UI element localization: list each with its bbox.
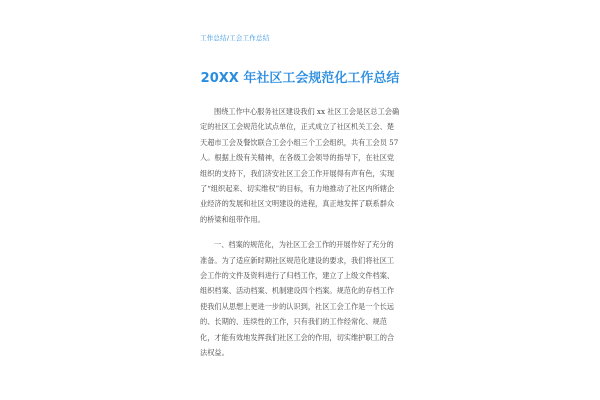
document-title: 20XX 年社区工会规范化工作总结 — [200, 71, 400, 86]
body-paragraph: 一、档案的规范化，为社区工会工作的开展作好了充分的准备。为了适应新时期社区规范化建设的要求，我们将社区工会工作的文件及资料进行了归档工作，建立了上级文件档案、组织档案、活动档案、机制建设四个档案。规范化的存档工作使我们从思想上更进一步的认识到，社区工会工作是一个长远的、长期的、连续性的工作，只有我们的工作经常化、规范化，才能有效地发挥我们社区工会的作用，切实维护职工的合法权益。 — [200, 240, 395, 358]
breadcrumb-separator: / — [226, 34, 230, 42]
document-body — [200, 104, 400, 371]
breadcrumb — [200, 33, 269, 42]
breadcrumb-link-union-summary[interactable]: 工会工作总结 — [229, 34, 270, 42]
body-paragraph: 围绕工作中心服务社区建设我们 xx 社区工会是区总工会确定的社区工会规范化试点单位，正式成立了社区机关工会、楚天超市工会及餐饮联合工会小组三个工会组织，共有工会员 57 人。根据上级有关精神，在各级工会领导的指导下，在社区党组织的支持下，我们济安社区工会工作开展得有声有色，实现了“组织起来、切实维权”的目标，有力地推动了社区内所辖企业经济的发展和社区文明建设的进程，真正地发挥了联系群众的桥梁和纽带作用。 — [200, 107, 400, 224]
breadcrumb-link-work-summary[interactable]: 工作总结 — [200, 34, 227, 42]
